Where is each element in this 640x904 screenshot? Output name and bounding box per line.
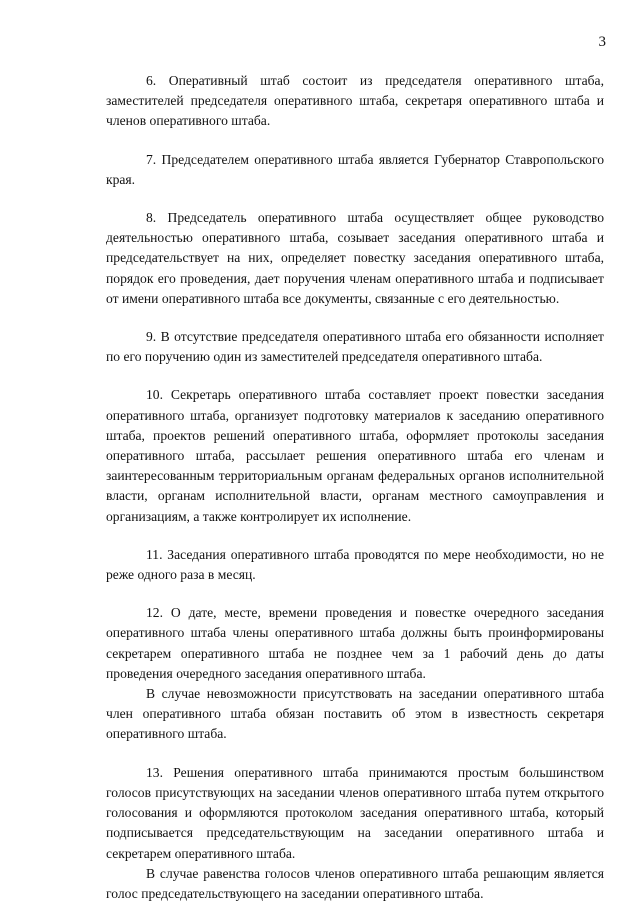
paragraph-9: 9. В отсутствие председателя оперативного штаба его обязанности исполняет по его поручению один из заместителей председателя оперативного штаба. — [106, 329, 604, 365]
paragraph-12: 12. О дате, месте, времени проведения и повестке очередного заседания оперативного штаба члены оперативного штаба должны быть проинформированы секретарем оперативного штаба не позднее чем за 1 рабочий день до даты проведения очередного заседания оперативного штаба. — [106, 605, 604, 681]
paragraph-13-continuation: В случае равенства голосов членов оперативного штаба решающим является голос председательствующего на заседании оперативного штаба. — [106, 865, 604, 901]
paragraph-6: 6. Оперативный штаб состоит из председателя оперативного штаба, заместителей председателя оперативного штаба, секретаря оперативного штаба и членов оперативного штаба. — [106, 73, 604, 129]
paragraph-12-continuation: В случае невозможности присутствовать на заседании оперативного штаба член оперативного штаба обязан поставить об этом в известность секретаря оперативного штаба. — [106, 686, 604, 742]
paragraph-7: 7. Председателем оперативного штаба является Губернатор Ставропольского края. — [106, 151, 604, 187]
paragraph-13: 13. Решения оперативного штаба принимаются простым большинством голосов присутствующих на заседании членов оперативного штаба путем открытого голосования и оформляются протоколом заседания оперативного штаба, который подписывается председательствующим на заседании оперативного штаба и секретарем оперативного штаба. — [106, 764, 604, 861]
document-body — [106, 71, 604, 904]
page-number: 3 — [598, 34, 606, 50]
paragraph-11: 11. Заседания оперативного штаба проводятся по мере необходимости, но не реже одного раза в месяц. — [106, 546, 604, 583]
paragraph-8: 8. Председатель оперативного штаба осуществляет общее руководство деятельностью оперативного штаба, созывает заседания оперативного штаба и председательствует на них, определяет повестку заседания оперативного штаба, порядок его проведения, дает поручения членам оперативного штаба и подписывает от имени оперативного штаба все документы, связанные с его деятельностью. — [106, 210, 604, 306]
paragraph-10: 10. Секретарь оперативного штаба составляет проект повестки заседания оперативного штаба, организует подготовку материалов к заседанию оперативного штаба, проектов решений оперативного штаба, оформляет протоколы заседания оперативного штаба, рассылает решения оперативного штаба его членам и заинтересованным территориальным органам федеральных органов исполнительной власти, органам исполнительной власти, органам местного самоуправления и организациям, а также контролирует их исполнение. — [106, 387, 604, 524]
